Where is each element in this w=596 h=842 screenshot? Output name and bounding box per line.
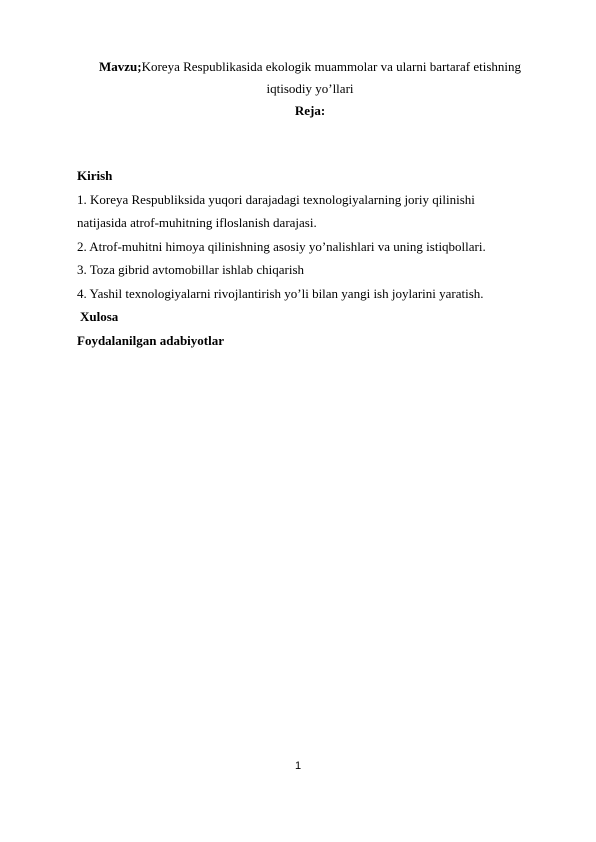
title-line-1 [70,56,550,78]
plan-item-1a: 1. Koreya Respubliksida yuqori darajadagi texnologiyalarning joriy qilinishi [77,191,475,207]
title-line-2: iqtisodiy yo’llari [266,81,354,96]
plan-heading: Reja: [294,103,326,118]
plan-item-4: 4. Yashil texnologiyalarni rivojlantirish yo’li bilan yangi ish joylarini yaratish. [77,285,484,301]
conclusion-item: Xulosa [80,309,119,324]
document-title [70,56,550,100]
plan-list [77,164,547,352]
title-text: Koreya Respublikasida ekologik muammolar va ularni bartaraf etishning [141,59,522,74]
plan-item-2: 2. Atrof-muhitni himoya qilinishning asosiy yo’nalishlari va uning istiqbollari. [77,238,486,254]
plan-item-1b: natijasida atrof-muhitning ifloslanish darajasi. [77,215,317,230]
plan-item-3: 3. Toza gibrid avtomobillar ishlab chiqarish [77,262,305,277]
intro-item: Kirish [77,168,113,183]
title-label: Mavzu; [98,59,142,74]
references-item: Foydalanilgan adabiyotlar [77,332,224,348]
page-number: 1 [294,760,302,772]
